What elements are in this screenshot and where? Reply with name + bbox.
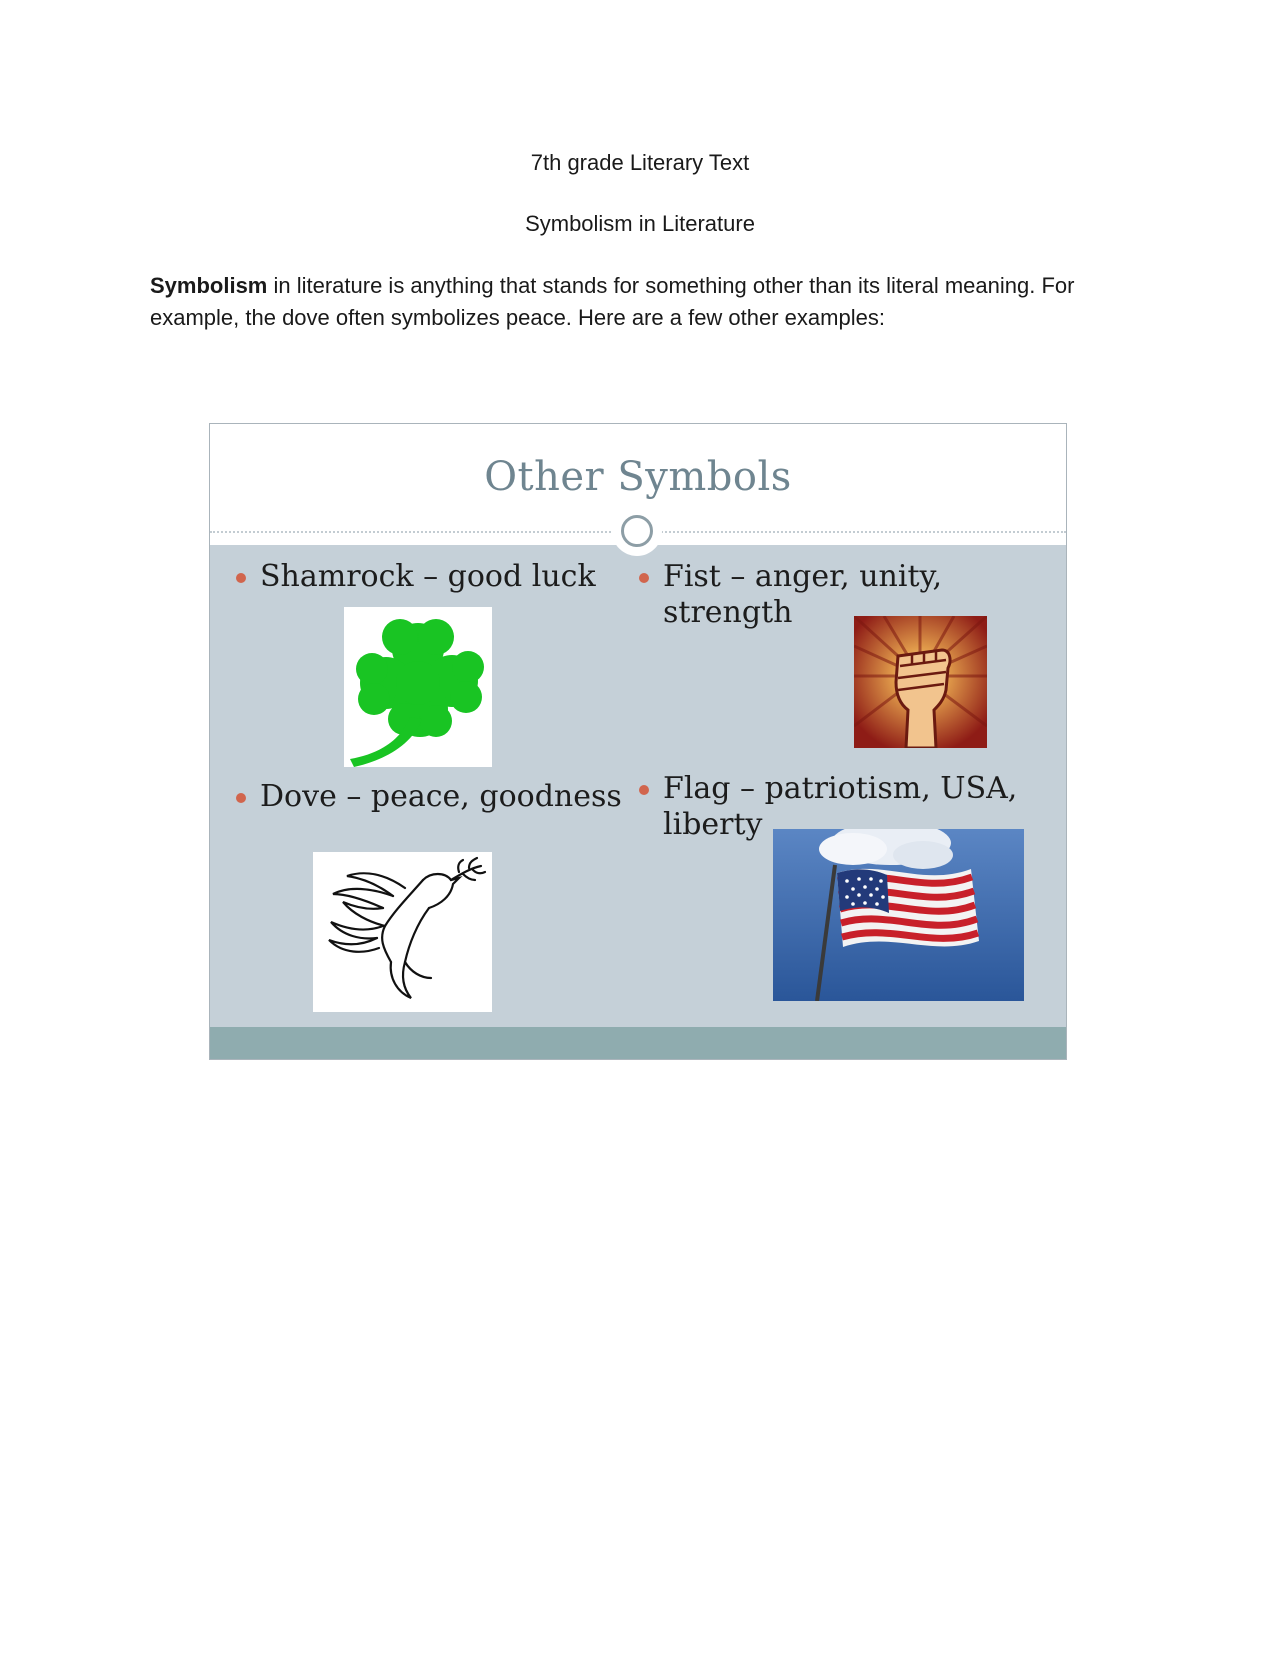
bullet-dot-icon xyxy=(639,785,649,795)
bullet-text: Flag – patriotism, USA, liberty xyxy=(663,771,1018,842)
slide-footer-bar xyxy=(210,1027,1066,1059)
flag-image xyxy=(773,829,1024,1001)
slide-image xyxy=(209,423,1067,1060)
bullet-text: Shamrock – good luck xyxy=(260,559,596,594)
bullet-dot-icon xyxy=(236,793,246,803)
bullet-text: Fist – anger, unity, strength xyxy=(663,559,943,630)
slide-ring-ornament xyxy=(612,506,662,556)
fist-image xyxy=(854,616,987,748)
bullet-dot-icon xyxy=(639,573,649,583)
intro-paragraph xyxy=(150,270,1140,334)
bullet-text: Dove – peace, goodness xyxy=(260,779,622,814)
bullet-dove xyxy=(260,779,640,815)
bullet-shamrock xyxy=(260,559,620,595)
shamrock-image xyxy=(344,607,492,767)
intro-bold-term: Symbolism xyxy=(150,273,268,298)
document-heading-topic: Symbolism in Literature xyxy=(525,211,755,236)
document-heading-grade: 7th grade Literary Text xyxy=(530,150,750,175)
bullet-dot-icon xyxy=(236,573,246,583)
dove-image xyxy=(313,852,492,1012)
intro-text: in literature is anything that stands for something other than its literal meaning. For example, the dove often symbolizes peace. Here are a few other examples: xyxy=(150,273,1075,330)
slide-title: Other Symbols xyxy=(484,454,792,500)
